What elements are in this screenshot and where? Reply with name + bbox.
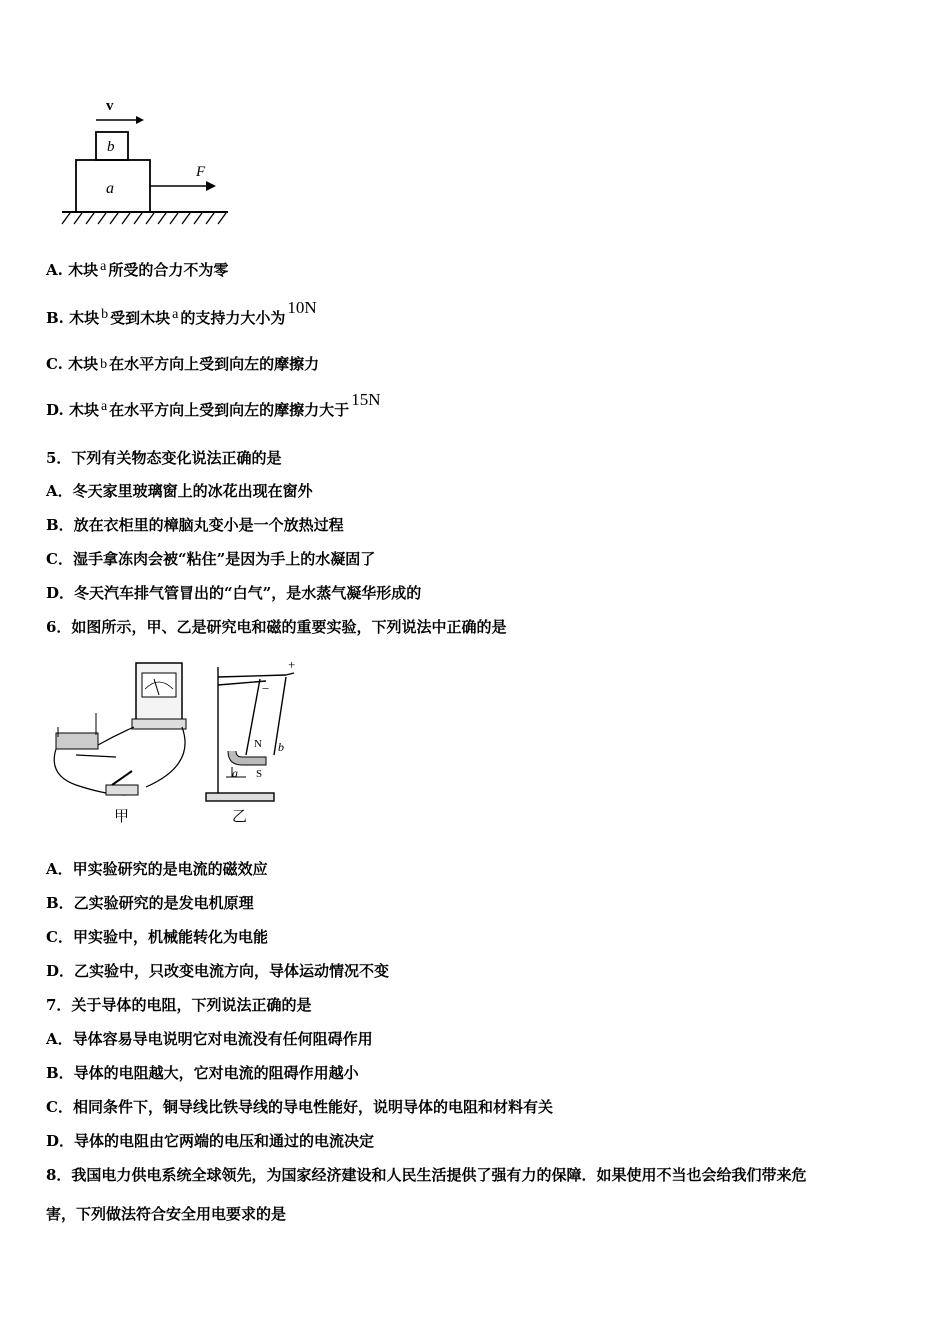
n-pole-label: N bbox=[254, 738, 262, 750]
q6-option-d: D．乙实验中，只改变电流方向，导体运动情况不变 bbox=[46, 962, 390, 980]
yi-label: 乙 bbox=[232, 809, 248, 825]
q5-option-c: C．湿手拿冻肉会被“粘住”是因为手上的水凝固了 bbox=[46, 550, 376, 568]
a-label: a bbox=[232, 766, 238, 780]
q4-option-c: C. 木块 b 在水平方向上受到向左的摩擦力 bbox=[46, 355, 320, 373]
q6-option-b: B．乙实验研究的是发电机原理 bbox=[46, 894, 254, 912]
q4-option-b: B. 木块 b 受到木块 a 的支持力大小为10N bbox=[46, 298, 317, 327]
jia-label: 甲 bbox=[114, 809, 130, 825]
q5-option-a: A．冬天家里玻璃窗上的冰花出现在窗外 bbox=[46, 482, 313, 500]
q6-stem: 6．如图所示，甲、乙是研究电和磁的重要实验，下列说法中正确的是 bbox=[46, 618, 507, 636]
q8-stem-line1: 8．我国电力供电系统全球领先，为国家经济建设和人民生活提供了强有力的保障．如果使用不当也会给我们带来危 bbox=[46, 1166, 807, 1184]
plus-label: + bbox=[288, 657, 296, 672]
q7-option-b: B．导体的电阻越大，它对电流的阻碍作用越小 bbox=[46, 1064, 359, 1082]
b-label: b bbox=[278, 740, 284, 754]
q6-option-a: A．甲实验研究的是电流的磁效应 bbox=[46, 860, 268, 878]
q6-option-c: C．甲实验中，机械能转化为电能 bbox=[46, 928, 268, 946]
q7-stem: 7．关于导体的电阻，下列说法正确的是 bbox=[46, 996, 312, 1014]
q8-stem-line2: 害，下列做法符合安全用电要求的是 bbox=[46, 1205, 287, 1223]
velocity-label: v bbox=[106, 98, 114, 114]
q7-option-d: D．导体的电阻由它两端的电压和通过的电流决定 bbox=[46, 1132, 375, 1150]
block-b-label: b bbox=[107, 139, 115, 155]
magnet-block bbox=[56, 713, 98, 749]
q5-option-b: B．放在衣柜里的樟脑丸变小是一个放热过程 bbox=[46, 516, 344, 534]
velocity-arrowhead bbox=[136, 116, 144, 124]
q5-stem: 5．下列有关物态变化说法正确的是 bbox=[46, 449, 282, 467]
q4-option-a: A. 木块 a 所受的合力不为零 bbox=[46, 259, 229, 279]
q4-option-d: D. 木块 a 在水平方向上受到向左的摩擦力大于15N bbox=[46, 390, 381, 419]
switch bbox=[106, 771, 138, 795]
stand bbox=[206, 667, 294, 801]
ground-hatching bbox=[62, 213, 226, 224]
galvanometer bbox=[132, 663, 186, 729]
electromagnetism-figure bbox=[46, 655, 346, 835]
q7-option-c: C．相同条件下，铜导线比铁导线的导电性能好，说明导体的电阻和材料有关 bbox=[46, 1098, 553, 1116]
blocks-figure bbox=[56, 92, 236, 232]
force-label: F bbox=[196, 164, 206, 180]
force-arrowhead bbox=[206, 181, 216, 191]
s-pole-label: S bbox=[256, 768, 263, 780]
block-a-label: a bbox=[106, 180, 114, 197]
q5-option-d: D．冬天汽车排气管冒出的“白气”，是水蒸气凝华形成的 bbox=[46, 584, 422, 602]
minus-label: − bbox=[262, 681, 270, 696]
q7-option-a: A．导体容易导电说明它对电流没有任何阻碍作用 bbox=[46, 1030, 373, 1048]
